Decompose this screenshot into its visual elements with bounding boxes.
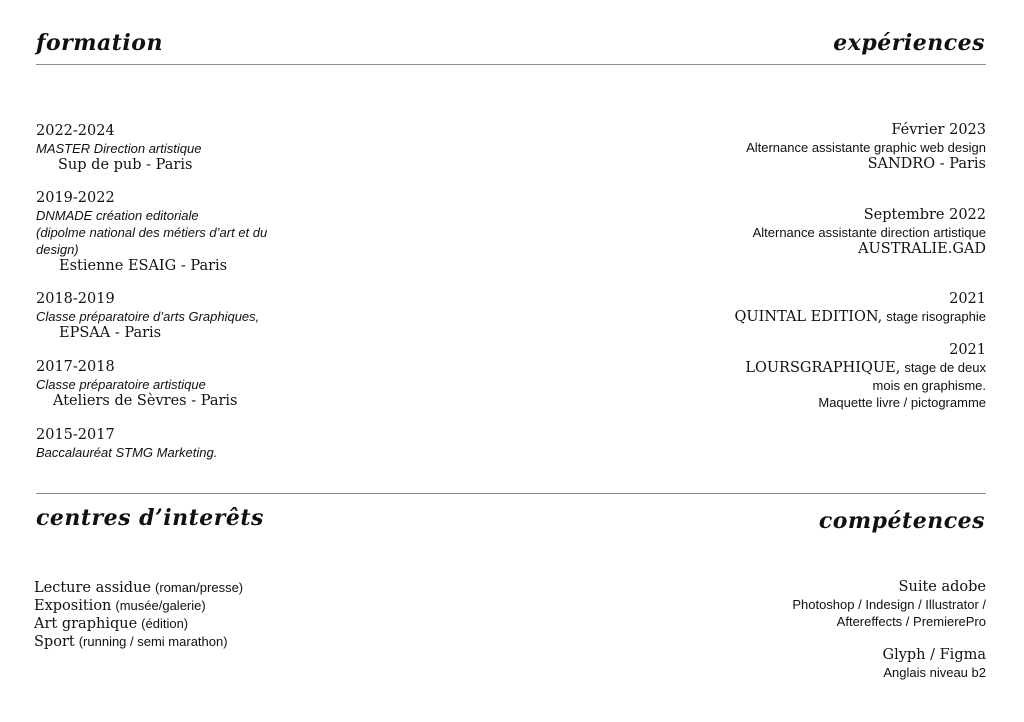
heading-formation: formation bbox=[36, 30, 163, 56]
interest-name: Lecture assidue bbox=[34, 580, 151, 596]
experience-item-2 bbox=[586, 207, 986, 258]
interest-detail: (roman/presse) bbox=[154, 580, 244, 595]
formation-desc: Baccalauréat STMG Marketing. bbox=[36, 445, 218, 460]
competence-title: Suite adobe bbox=[898, 579, 986, 595]
formation-desc: design) bbox=[36, 242, 79, 257]
formation-school: Ateliers de Sèvres - Paris bbox=[53, 393, 238, 409]
competence-item-1 bbox=[586, 579, 986, 630]
experience-date: 2021 bbox=[949, 342, 986, 358]
top-divider bbox=[36, 64, 986, 65]
competence-detail: Anglais niveau b2 bbox=[883, 665, 986, 680]
formation-years: 2015-2017 bbox=[36, 427, 115, 443]
interest-name: Sport bbox=[34, 634, 75, 650]
formation-school: EPSAA - Paris bbox=[59, 325, 162, 341]
experience-date: Septembre 2022 bbox=[863, 207, 986, 223]
formation-school: Estienne ESAIG - Paris bbox=[59, 258, 228, 274]
formation-years: 2018-2019 bbox=[36, 291, 115, 307]
interest-name: Exposition bbox=[34, 598, 112, 614]
formation-item-1 bbox=[36, 123, 336, 174]
interest-detail: (musée/galerie) bbox=[115, 598, 206, 613]
interest-item bbox=[34, 615, 434, 633]
formation-school: Sup de pub - Paris bbox=[58, 157, 193, 173]
experience-item-1 bbox=[586, 122, 986, 173]
interest-item bbox=[34, 597, 434, 615]
formation-item-4 bbox=[36, 359, 336, 410]
competence-detail: Photoshop / Indesign / Illustrator / bbox=[792, 597, 986, 612]
competence-title: Glyph / Figma bbox=[882, 647, 986, 663]
interest-detail: (running / semi marathon) bbox=[78, 634, 228, 649]
experience-role: Maquette livre / pictogramme bbox=[818, 395, 986, 410]
interest-name: Art graphique bbox=[34, 616, 138, 632]
formation-years: 2017-2018 bbox=[36, 359, 115, 375]
formation-desc: (dipolme national des métiers d’art et du bbox=[36, 225, 268, 240]
experience-role: mois en graphisme. bbox=[872, 378, 986, 393]
formation-item-2 bbox=[36, 190, 336, 275]
experience-role: stage de deux bbox=[904, 360, 986, 375]
heading-interets: centres d’interêts bbox=[36, 505, 264, 531]
formation-desc: Classe préparatoire d’arts Graphiques, bbox=[36, 309, 260, 324]
experience-date: 2021 bbox=[949, 291, 986, 307]
formation-desc: Classe préparatoire artistique bbox=[36, 377, 206, 392]
experience-date: Février 2023 bbox=[891, 122, 986, 138]
competence-item-2 bbox=[586, 647, 986, 681]
interest-item bbox=[34, 579, 434, 597]
experience-role: Alternance assistante direction artistique bbox=[752, 225, 986, 240]
experience-role: stage risographie bbox=[886, 309, 986, 324]
formation-item-3 bbox=[36, 291, 336, 342]
experience-item-4 bbox=[586, 342, 986, 411]
experience-company: QUINTAL EDITION, bbox=[734, 309, 883, 325]
experience-company: SANDRO - Paris bbox=[867, 156, 986, 172]
formation-years: 2019-2022 bbox=[36, 190, 115, 206]
experience-company: AUSTRALIE.GAD bbox=[858, 241, 986, 257]
competence-detail: Aftereffects / PremierePro bbox=[836, 614, 986, 629]
interests-list bbox=[34, 579, 434, 651]
formation-item-5 bbox=[36, 427, 336, 461]
heading-competences: compétences bbox=[818, 508, 985, 534]
interest-item bbox=[34, 633, 434, 651]
formation-desc: DNMADE création editoriale bbox=[36, 208, 199, 223]
experience-company: LOURSGRAPHIQUE, bbox=[745, 360, 901, 376]
formation-years: 2022-2024 bbox=[36, 123, 115, 139]
middle-divider bbox=[36, 493, 986, 494]
experience-item-3 bbox=[586, 291, 986, 326]
interest-detail: (édition) bbox=[141, 616, 189, 631]
heading-experiences: expériences bbox=[833, 30, 985, 56]
experience-role: Alternance assistante graphic web design bbox=[746, 140, 986, 155]
formation-desc: MASTER Direction artistique bbox=[36, 141, 202, 156]
